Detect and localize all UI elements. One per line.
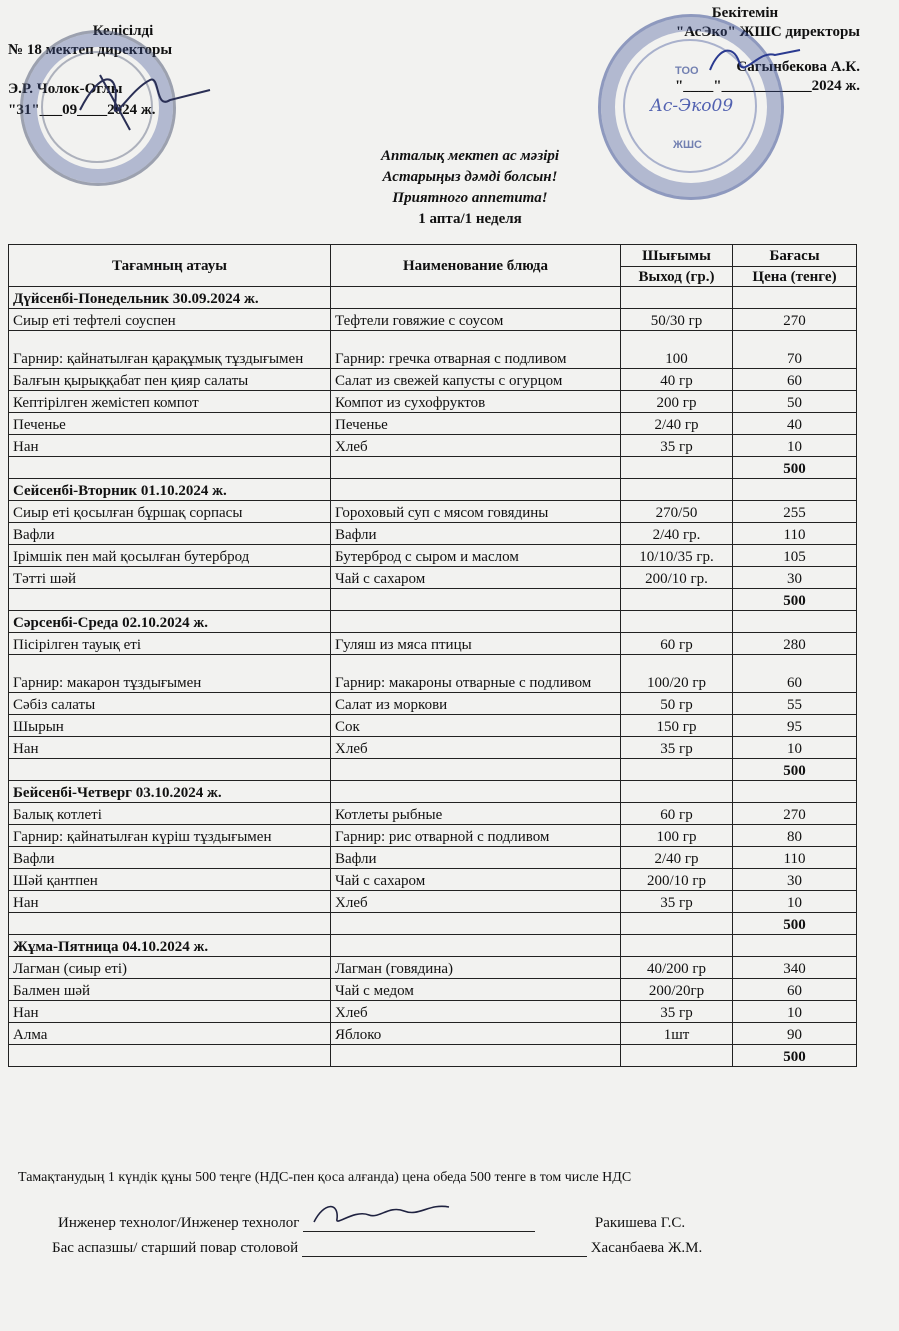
technologist-role: Инженер технолог/Инженер технолог — [58, 1215, 300, 1231]
dish-price: 60 — [733, 979, 857, 1001]
day-total-price: 500 — [733, 589, 857, 611]
dish-name-ru: Лагман (говядина) — [331, 957, 621, 979]
empty-cell — [331, 781, 621, 803]
day-title: Сәрсенбі-Среда 02.10.2024 ж. — [9, 611, 331, 633]
menu-item-row — [9, 567, 857, 589]
dish-name-ru: Хлеб — [331, 1001, 621, 1023]
title-week: 1 апта/1 неделя — [418, 211, 522, 227]
dish-name-ru: Гороховый суп с мясом говядины — [331, 501, 621, 523]
menu-titles — [300, 146, 640, 230]
empty-cell — [621, 935, 733, 957]
dish-name-ru: Вафли — [331, 523, 621, 545]
dish-name-ru: Печенье — [331, 413, 621, 435]
empty-cell — [9, 457, 331, 479]
dish-yield: 200/10 гр. — [621, 567, 733, 589]
dish-price: 40 — [733, 413, 857, 435]
empty-cell — [331, 287, 621, 309]
dish-name-kz: Нан — [9, 737, 331, 759]
dish-yield: 10/10/35 гр. — [621, 545, 733, 567]
empty-cell — [331, 1045, 621, 1067]
dish-price: 110 — [733, 523, 857, 545]
dish-name-kz: Балғын қырыққабат пен қияр салаты — [9, 369, 331, 391]
approved-name: Сагынбекова А.К. — [736, 59, 860, 75]
dish-name-kz: Балық котлеті — [9, 803, 331, 825]
dish-yield: 35 гр — [621, 435, 733, 457]
stamp-text-top: ТОО — [675, 65, 699, 77]
dish-yield: 200 гр — [621, 391, 733, 413]
stamp-text-bottom: ЖШС — [673, 139, 702, 151]
chef-name: Хасанбаева Ж.М. — [590, 1240, 703, 1256]
empty-cell — [9, 913, 331, 935]
dish-yield: 150 гр — [621, 715, 733, 737]
dish-price: 30 — [733, 869, 857, 891]
dish-price: 70 — [733, 331, 857, 369]
dish-name-kz: Вафли — [9, 523, 331, 545]
dish-price: 340 — [733, 957, 857, 979]
dish-name-kz: Печенье — [9, 413, 331, 435]
dish-yield: 100 гр — [621, 825, 733, 847]
approved-label: Бекітемін — [711, 5, 779, 21]
dish-name-ru: Бутерброд с сыром и маслом — [331, 545, 621, 567]
dish-name-kz: Лагман (сиыр еті) — [9, 957, 331, 979]
header-yield-ru: Выход (гр.) — [621, 267, 733, 287]
dish-price: 10 — [733, 891, 857, 913]
day-title: Жұма-Пятница 04.10.2024 ж. — [9, 935, 331, 957]
day-header-row — [9, 611, 857, 633]
dish-name-kz: Вафли — [9, 847, 331, 869]
menu-item-row — [9, 737, 857, 759]
empty-cell — [621, 781, 733, 803]
day-total-price: 500 — [733, 457, 857, 479]
dish-name-kz: Балмен шәй — [9, 979, 331, 1001]
title-wish-kz: Астарыңыз дәмді болсын! — [382, 169, 558, 185]
menu-item-row — [9, 391, 857, 413]
menu-item-row — [9, 1023, 857, 1045]
menu-item-row — [9, 693, 857, 715]
dish-price: 60 — [733, 369, 857, 391]
menu-body — [9, 287, 857, 1067]
header-yield-kz: Шығымы — [621, 245, 733, 267]
signature-row-technologist — [58, 1213, 685, 1232]
handwritten-date: Ас-Эко09 — [650, 96, 734, 116]
empty-cell — [331, 457, 621, 479]
menu-item-row — [9, 891, 857, 913]
dish-name-kz: Нан — [9, 1001, 331, 1023]
technologist-name: Ракишева Г.С. — [594, 1215, 686, 1231]
dish-name-ru: Чай с сахаром — [331, 869, 621, 891]
dish-price: 10 — [733, 435, 857, 457]
signature-row-chef — [52, 1238, 702, 1257]
empty-cell — [331, 759, 621, 781]
dish-yield: 270/50 — [621, 501, 733, 523]
agreed-name: Э.Р. Чолок-Оглы — [8, 81, 123, 97]
day-total-row — [9, 589, 857, 611]
dish-name-ru: Гарнир: макароны отварные с подливом — [331, 655, 621, 693]
dish-yield: 2/40 гр — [621, 413, 733, 435]
menu-item-row — [9, 957, 857, 979]
dish-name-ru: Хлеб — [331, 891, 621, 913]
dish-name-kz: Сиыр еті қосылған бұршақ сорпасы — [9, 501, 331, 523]
day-total-row — [9, 759, 857, 781]
dish-name-kz: Гарнир: қайнатылған қарақұмық тұздығымен — [9, 331, 331, 369]
menu-item-row — [9, 369, 857, 391]
price-note: Тамақтанудың 1 күндік құны 500 теңге (НДС-пен қоса алғанда) цена обеда 500 тенге в том числе НДС — [18, 1170, 632, 1185]
empty-cell — [621, 457, 733, 479]
day-title: Дүйсенбі-Понедельник 30.09.2024 ж. — [9, 287, 331, 309]
dish-price: 270 — [733, 309, 857, 331]
day-total-row — [9, 457, 857, 479]
empty-cell — [331, 913, 621, 935]
dish-price: 90 — [733, 1023, 857, 1045]
dish-yield: 60 гр — [621, 803, 733, 825]
day-total-row — [9, 1045, 857, 1067]
empty-cell — [621, 913, 733, 935]
dish-yield: 100/20 гр — [621, 655, 733, 693]
empty-cell — [733, 479, 857, 501]
day-total-price: 500 — [733, 759, 857, 781]
day-header-row — [9, 479, 857, 501]
director-signature-right — [700, 40, 810, 80]
technologist-signature — [309, 1197, 459, 1231]
day-total-price: 500 — [733, 1045, 857, 1067]
dish-name-ru: Тефтели говяжие с соусом — [331, 309, 621, 331]
dish-name-kz: Ірімшік пен май қосылған бутерброд — [9, 545, 331, 567]
menu-item-row — [9, 435, 857, 457]
empty-cell — [331, 589, 621, 611]
dish-name-kz: Тәтті шәй — [9, 567, 331, 589]
dish-name-ru: Хлеб — [331, 737, 621, 759]
menu-table — [8, 244, 857, 1067]
day-title: Сейсенбі-Вторник 01.10.2024 ж. — [9, 479, 331, 501]
agreed-date: "31"___09____2024 ж. — [8, 102, 156, 118]
dish-yield: 200/20гр — [621, 979, 733, 1001]
dish-name-kz: Сиыр еті тефтелі соуспен — [9, 309, 331, 331]
dish-name-ru: Салат из моркови — [331, 693, 621, 715]
dish-price: 95 — [733, 715, 857, 737]
dish-price: 50 — [733, 391, 857, 413]
dish-name-kz: Нан — [9, 435, 331, 457]
dish-yield: 2/40 гр — [621, 847, 733, 869]
dish-price: 10 — [733, 1001, 857, 1023]
empty-cell — [9, 1045, 331, 1067]
menu-item-row — [9, 825, 857, 847]
dish-price: 270 — [733, 803, 857, 825]
empty-cell — [9, 759, 331, 781]
dish-name-ru: Вафли — [331, 847, 621, 869]
dish-name-ru: Сок — [331, 715, 621, 737]
dish-name-kz: Гарнир: макарон тұздығымен — [9, 655, 331, 693]
dish-yield: 40/200 гр — [621, 957, 733, 979]
empty-cell — [621, 589, 733, 611]
menu-item-row — [9, 979, 857, 1001]
menu-item-row — [9, 869, 857, 891]
menu-item-row — [9, 803, 857, 825]
dish-name-kz: Кептірілген жемістеп компот — [9, 391, 331, 413]
dish-yield: 50 гр — [621, 693, 733, 715]
dish-yield: 100 — [621, 331, 733, 369]
menu-item-row — [9, 1001, 857, 1023]
technologist-signature-line — [303, 1213, 535, 1232]
day-total-row — [9, 913, 857, 935]
title-wish-ru: Приятного аппетита! — [392, 190, 548, 206]
dish-yield: 35 гр — [621, 737, 733, 759]
dish-name-ru: Котлеты рыбные — [331, 803, 621, 825]
day-title: Бейсенбі-Четверг 03.10.2024 ж. — [9, 781, 331, 803]
dish-yield: 35 гр — [621, 1001, 733, 1023]
dish-yield: 2/40 гр. — [621, 523, 733, 545]
dish-name-ru: Хлеб — [331, 435, 621, 457]
dish-price: 110 — [733, 847, 857, 869]
dish-name-kz: Пісірілген тауық еті — [9, 633, 331, 655]
empty-cell — [621, 611, 733, 633]
title-kz: Апталық мектеп ас мәзірі — [380, 148, 560, 164]
dish-name-kz: Нан — [9, 891, 331, 913]
header-price-kz: Бағасы — [733, 245, 857, 267]
agreed-position: № 18 мектеп директоры — [8, 42, 173, 58]
dish-price: 30 — [733, 567, 857, 589]
header-name-kz: Тағамның атауы — [9, 245, 331, 287]
empty-cell — [733, 287, 857, 309]
dish-yield: 50/30 гр — [621, 309, 733, 331]
dish-price: 55 — [733, 693, 857, 715]
dish-name-ru: Салат из свежей капусты с огурцом — [331, 369, 621, 391]
day-header-row — [9, 781, 857, 803]
chef-signature-line — [302, 1238, 587, 1257]
empty-cell — [331, 479, 621, 501]
menu-item-row — [9, 545, 857, 567]
header-name-ru: Наименование блюда — [331, 245, 621, 287]
empty-cell — [733, 611, 857, 633]
dish-price: 280 — [733, 633, 857, 655]
empty-cell — [733, 935, 857, 957]
day-total-price: 500 — [733, 913, 857, 935]
dish-name-ru: Чай с медом — [331, 979, 621, 1001]
menu-item-row — [9, 655, 857, 693]
menu-item-row — [9, 847, 857, 869]
agreed-label: Келісілді — [92, 23, 154, 39]
menu-item-row — [9, 501, 857, 523]
chef-role: Бас аспазшы/ старший повар столовой — [52, 1240, 299, 1256]
dish-yield: 35 гр — [621, 891, 733, 913]
empty-cell — [621, 287, 733, 309]
dish-name-ru: Яблоко — [331, 1023, 621, 1045]
dish-name-ru: Компот из сухофруктов — [331, 391, 621, 413]
empty-cell — [621, 479, 733, 501]
dish-name-kz: Шырын — [9, 715, 331, 737]
dish-name-ru: Гарнир: рис отварной с подливом — [331, 825, 621, 847]
empty-cell — [621, 759, 733, 781]
dish-name-kz: Сәбіз салаты — [9, 693, 331, 715]
dish-name-ru: Гарнир: гречка отварная с подливом — [331, 331, 621, 369]
dish-name-ru: Гуляш из мяса птицы — [331, 633, 621, 655]
dish-yield: 40 гр — [621, 369, 733, 391]
approved-position: "АсЭко" ЖШС директоры — [675, 24, 860, 40]
menu-item-row — [9, 633, 857, 655]
empty-cell — [9, 589, 331, 611]
header-price-ru: Цена (тенге) — [733, 267, 857, 287]
dish-name-kz: Алма — [9, 1023, 331, 1045]
director-signature-left — [60, 50, 220, 140]
menu-item-row — [9, 523, 857, 545]
menu-item-row — [9, 331, 857, 369]
dish-price: 80 — [733, 825, 857, 847]
empty-cell — [621, 1045, 733, 1067]
dish-price: 10 — [733, 737, 857, 759]
dish-yield: 200/10 гр — [621, 869, 733, 891]
dish-price: 60 — [733, 655, 857, 693]
menu-item-row — [9, 309, 857, 331]
dish-price: 255 — [733, 501, 857, 523]
day-header-row — [9, 935, 857, 957]
empty-cell — [331, 611, 621, 633]
dish-yield: 60 гр — [621, 633, 733, 655]
empty-cell — [331, 935, 621, 957]
dish-name-kz: Шәй қантпен — [9, 869, 331, 891]
menu-item-row — [9, 413, 857, 435]
menu-item-row — [9, 715, 857, 737]
dish-yield: 1шт — [621, 1023, 733, 1045]
empty-cell — [733, 781, 857, 803]
approved-date: "____"____________2024 ж. — [674, 78, 860, 94]
dish-name-kz: Гарнир: қайнатылған күріш тұздығымен — [9, 825, 331, 847]
dish-name-ru: Чай с сахаром — [331, 567, 621, 589]
dish-price: 105 — [733, 545, 857, 567]
day-header-row — [9, 287, 857, 309]
